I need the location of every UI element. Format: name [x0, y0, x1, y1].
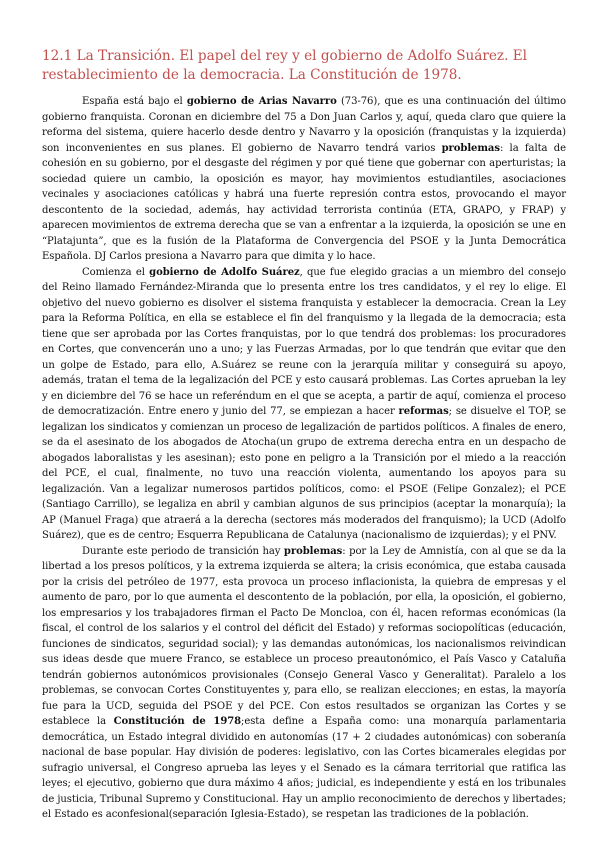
- text-run: Durante este periodo de transición hay: [82, 545, 284, 557]
- text-run: : la falta de cohesión en su gobierno, por el desgaste del régimen y por qué tiene que gobernar con aperturistas; la sociedad quiere un cambio, la oposición es mayor, hay movimientos estudiantiles, asociaciones vecinales y asociaciones católicas y habrá una fuerte represión contra estos, provocando el mayor descontento de la sociedad, además, hay actividad terrorista continúa (ETA, GRAPO, y FRAP) y aparecen movimientos de extrema derecha que se van a enfrentar a la izquierda, la oposición se une en “Platajunta”, que es la fusión de la Plataforma de Convergencia del PSOE y la Junta Democrática Española. DJ Carlos presiona a Navarro para que dimita y lo hace.: [42, 142, 566, 262]
- text-run: Comienza el: [82, 266, 150, 278]
- paragraph-arias-navarro: [42, 94, 566, 265]
- text-run: ; se disuelve el TOP, se legalizan los sindicatos y comienzan un proceso de legalización de partidos políticos. A finales de enero, se da el asesinato de los abogados de Atocha(un grupo de extrema derecha entra en un despacho de abogados laboralistas y les asesinan); esto pone en peligro a la Transición por el miedo a la reacción del PCE, el cual, finalmente, no tuvo una reacción violenta, aumentando los apoyos para su legalización. Van a legalizar numerosos partidos políticos, como: el PSOE (Felipe Gonzalez); el PCE (Santiago Carrillo), se legaliza en abril y cambian algunos de sus principios (aceptar la monarquía); la AP (Manuel Fraga) que atraerá a la derecha (sectores más moderados del franquismo); la UCD (Adolfo Suárez), que es de centro; Esquerra Republicana de Catalunya (nacionalismo de izquierdas); y el PNV.: [42, 406, 566, 541]
- bold-term-reformas: reformas: [398, 406, 449, 417]
- bold-term-constitucion-1978: Constitución de 1978: [113, 716, 242, 727]
- bold-term-adolfo-suarez: gobierno de Adolfo Suárez: [149, 266, 300, 278]
- text-run: ;esta define a España como: una monarquía parlamentaria democrática, un Estado integral dividido en autonomías (17 + 2 ciudades autonómicas) con soberanía nacional de base popular. Hay división de poderes: legislativo, con las Cortes bicamerales elegidas por sufragio universal, el Congreso aprueba las leyes y el Senado es la cámara territorial que ratifica las leyes; el ejecutivo, gobierno que dura máximo 4 años; judicial, es independiente y está en los tribunales de justicia, Tribunal Supremo y Constitucional. Hay un amplio reconocimiento de derechos y libertades; el Estado es aconfesional(separación Iglesia-Estado), se respetan las tradiciones de la población.: [42, 716, 566, 820]
- bold-term-problemas: problemas: [441, 142, 500, 154]
- paragraph-adolfo-suarez: [42, 265, 566, 544]
- text-run: (73-76), que es una continuación del último gobierno franquista. Coronan en diciembre del 75 a Don Juan Carlos y, aquí, queda claro que quiere la reforma del sistema, quiere hacerlo desde dentro y Navarro y la oposición (franquistas y la izquierda) son inconvenientes en sus planes. El gobierno de Navarro tendrá varios: [42, 96, 566, 154]
- section-title: 12.1 La Transición. El papel del rey y el gobierno de Adolfo Suárez. El restablecimiento de la democracia. La Constitución de 1978.: [42, 48, 528, 83]
- document-page: [42, 47, 566, 823]
- paragraph-transicion-problemas: [42, 544, 566, 823]
- text-run: España está bajo el: [82, 96, 187, 107]
- bold-term-problemas: problemas: [283, 545, 343, 557]
- text-run: , que fue elegido gracias a un miembro del consejo del Reino llamado Fernández-Miranda que lo presenta entre los tres candidatos, y el rey lo elige. El objetivo del nuevo gobierno es disolver el sistema franquista y establecer la democracia. Crean la Ley para la Reforma Política, en ella se establece el fin del franquismo y la llegada de la democracia; esta tiene que ser aprobada por las Cortes franquistas, por lo que tendrá dos problemas: los procuradores en Cortes, que convencerán uno a uno; y las Fuerzas Armadas, por lo que tendrán que evitar que den un golpe de Estado, para ello, A.Suárez se reune con la jerarquía militar y conseguirá su apoyo, además, tratan el tema de la legalización del PCE y esto causará problemas. Las Cortes aprueban la ley y en diciembre del 76 se hace un referéndum en el que se acepta, a partir de aquí, comienza el proceso de democratización. Entre enero y junio del 77, se empiezan a hacer: [42, 266, 566, 417]
- bold-term-arias-navarro: gobierno de Arias Navarro: [186, 96, 337, 107]
- text-run: : por la Ley de Amnistía, con al que se da la libertad a los presos políticos, y la extrema izquierda se altera; la crisis económica, que estaba causada por la crisis del petróleo de 1977, esta provoca un proceso inflacionista, la quiebra de empresas y el aumento de paro, por lo que aumenta el descontento de la población, por ella, la oposición, el gobierno, los empresarios y los trabajadores firman el Pacto De Moncloa, con él, hacen reformas económicas (la fiscal, el control de los salarios y el control del déficit del Estado) y reformas sociopolíticas (educación, funciones de sindicatos, seguridad social); y las demandas autonómicas, los nacionalismos reivindican sus ideas desde que muere Franco, se establece un proceso preautonómico, el País Vasco y Cataluña tendrán gobiernos autonómicos provisionales (Consejo General Vasco y Generalitat). Paralelo a los problemas, se convocan Cortes Constituyentes y, para ello, se realizan elecciones; en estas, la mayoría fue para la UCD, seguida del PSOE y del PCE. Con estos resultados se organizan las Cortes y se establece la: [42, 545, 566, 727]
